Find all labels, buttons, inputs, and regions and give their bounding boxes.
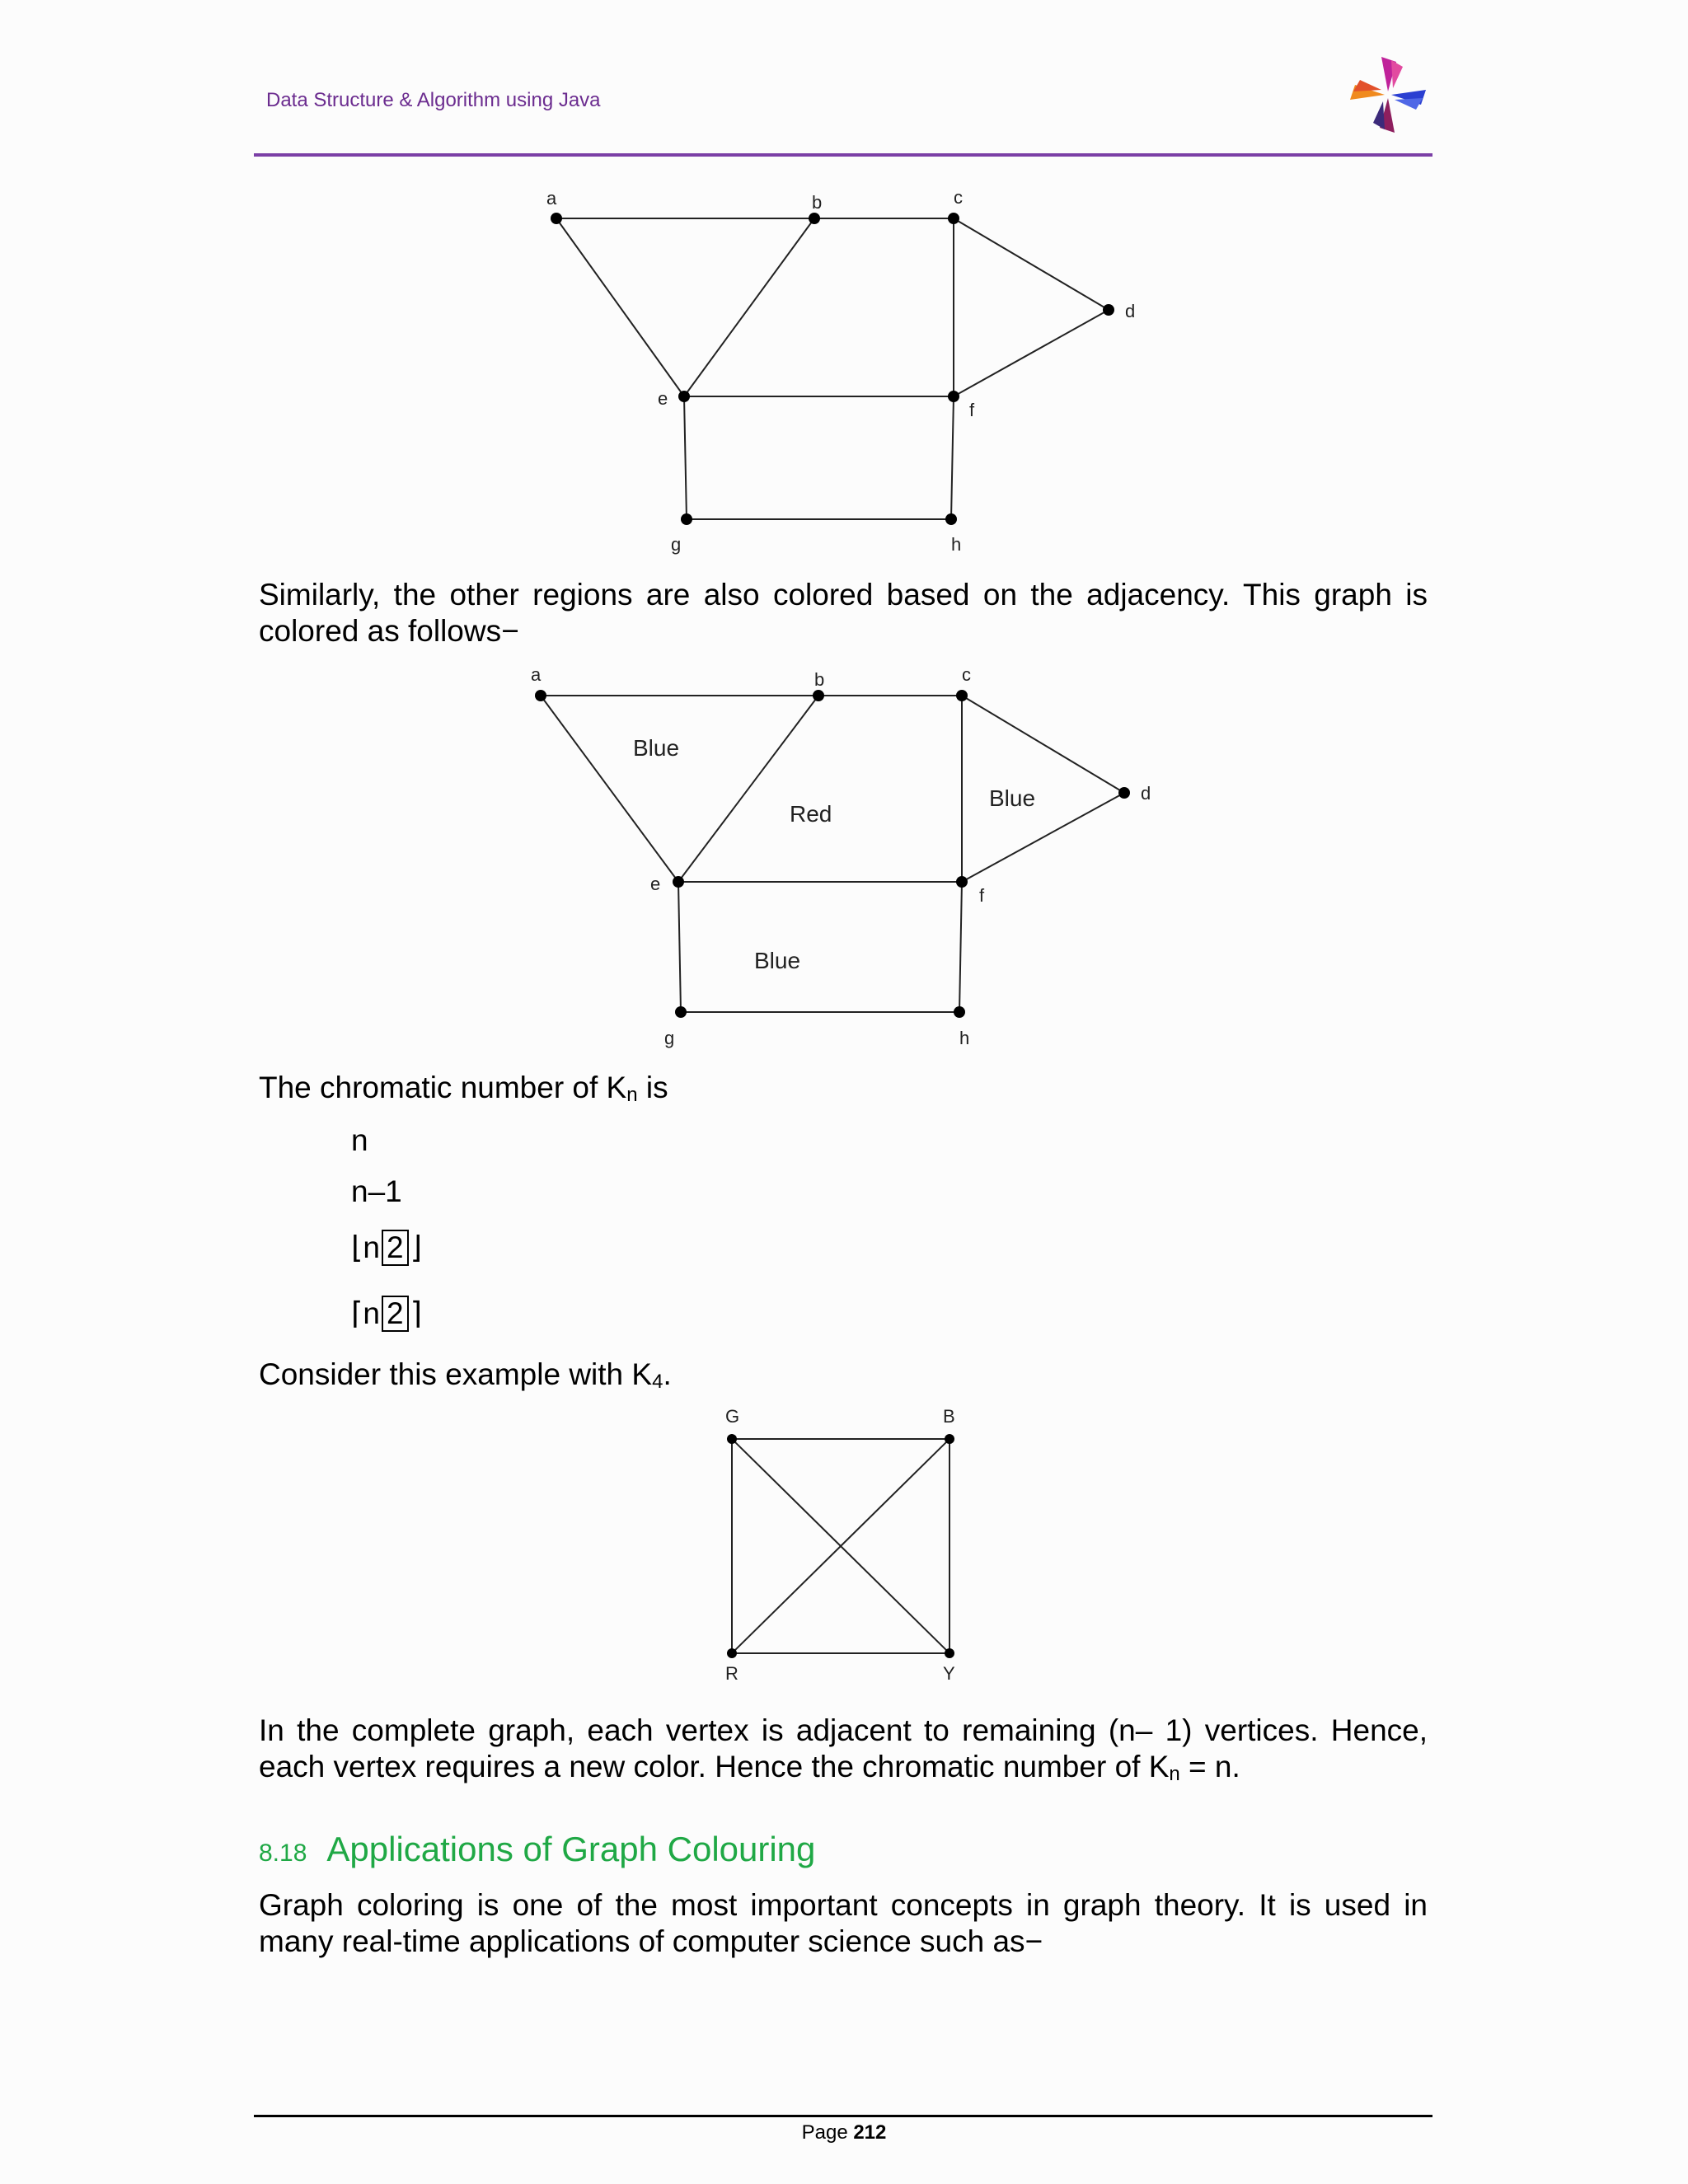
vertex-label-h: h — [951, 534, 962, 555]
vertex-label-B: B — [943, 1406, 955, 1427]
region-label-blue-right: Blue — [989, 785, 1036, 811]
vertex-label-a: a — [546, 188, 557, 209]
colored-graph-svg — [503, 661, 1187, 1057]
vertex-label-d: d — [1141, 783, 1151, 804]
vertex-label-c: c — [962, 664, 971, 685]
region-label-blue-top: Blue — [633, 735, 680, 761]
header-divider — [254, 153, 1432, 157]
option-n: n — [351, 1123, 368, 1157]
section-number: 8.18 — [259, 1840, 307, 1867]
region-label-red: Red — [790, 801, 832, 827]
region-label-blue-bottom: Blue — [754, 948, 801, 973]
page-number: Page 212 — [801, 2121, 887, 2144]
document-header-title: Data Structure & Algorithm using Java — [266, 89, 601, 111]
planar-graph-figure — [511, 185, 1187, 565]
colored-graph-figure — [503, 661, 1187, 1057]
vertex-label-f: f — [969, 400, 975, 420]
k4-graph-svg — [709, 1401, 973, 1690]
paragraph-applications: Graph coloring is one of the most important concepts in graph theory. It is used in many real-time applications of computer science such as− — [259, 1888, 1428, 1958]
vertex-label-e: e — [650, 874, 661, 894]
option-n-minus-1: n–1 — [351, 1174, 402, 1208]
paragraph-similarly: Similarly, the other regions are also colored based on the adjacency. This graph is colored as follows− — [259, 578, 1428, 648]
vertex-label-e: e — [658, 388, 668, 409]
vertex-label-b: b — [812, 192, 823, 213]
vertex-label-f: f — [979, 885, 985, 906]
vertex-label-b: b — [814, 669, 825, 690]
vertex-label-G: G — [725, 1406, 740, 1427]
vertex-label-g: g — [671, 534, 682, 555]
k4-graph-figure — [709, 1401, 973, 1690]
footer-divider — [254, 2115, 1432, 2117]
section-title: Applications of Graph Colouring — [326, 1830, 816, 1868]
vertex-label-c: c — [954, 187, 963, 208]
publisher-logo — [1342, 53, 1434, 137]
vertex-label-a: a — [531, 664, 542, 685]
vertex-label-g: g — [664, 1028, 675, 1048]
planar-graph-svg — [511, 185, 1187, 565]
paragraph-complete-graph: In the complete graph, each vertex is adjacent to remaining (n– 1) vertices. Hence, each vertex requires a new color. Hence the chromatic number of $K_n = n$. — [259, 1713, 1428, 1785]
vertex-label-R: R — [725, 1663, 738, 1684]
chromatic-question: The chromatic number of $K_n$ is — [259, 1071, 668, 1106]
vertex-label-d: d — [1125, 301, 1136, 321]
k4-example-sentence: Consider this example with $K_4$. — [259, 1357, 672, 1393]
vertex-label-h: h — [959, 1028, 970, 1048]
section-heading — [259, 1830, 815, 1869]
vertex-label-Y: Y — [943, 1663, 955, 1684]
option-floor-n-over-2: ⌊n 2 ⌋ — [351, 1230, 423, 1264]
option-ceil-n-over-2: ⌈n 2 ⌉ — [351, 1296, 423, 1330]
